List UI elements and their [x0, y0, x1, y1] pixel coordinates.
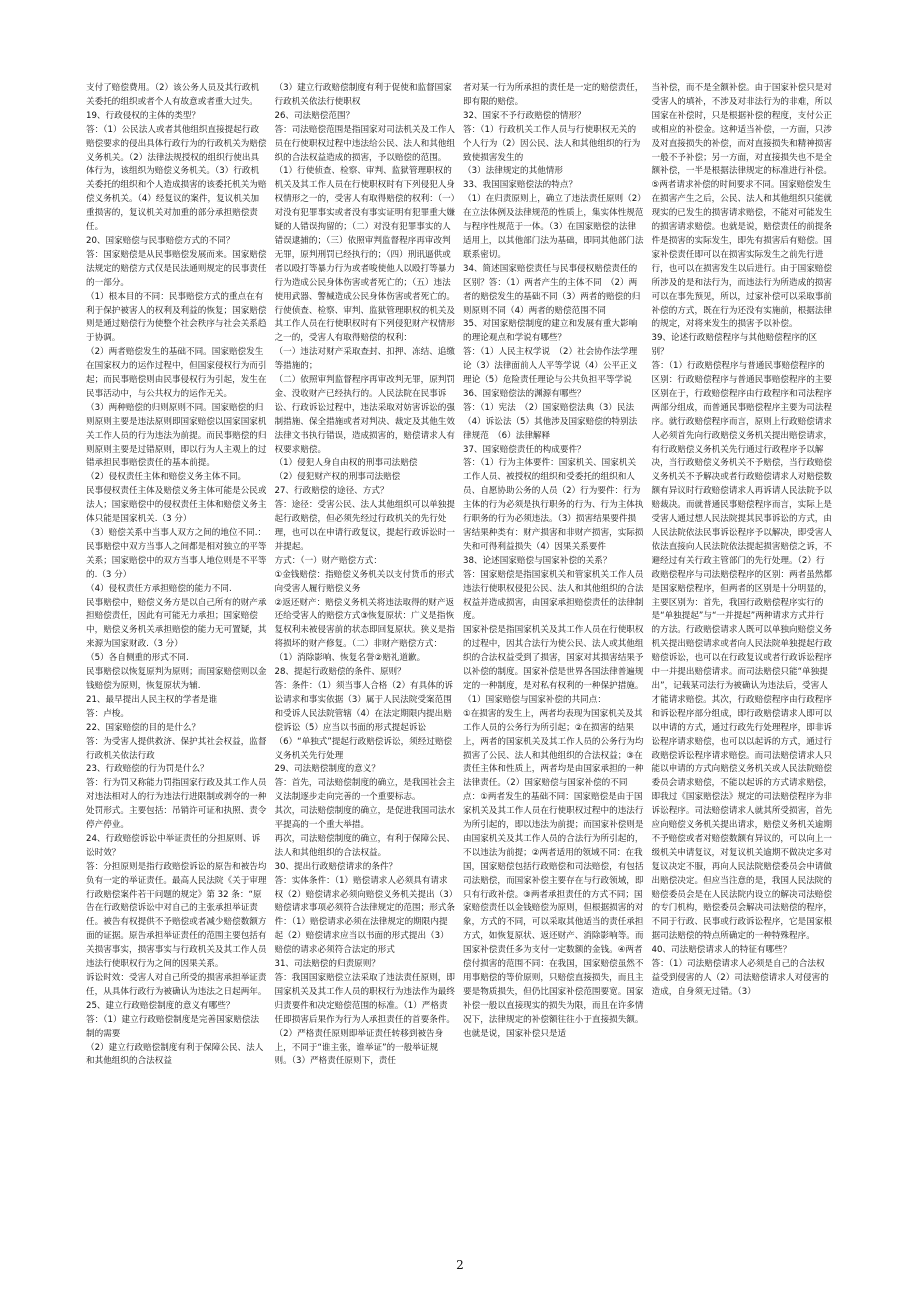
column-4	[652, 82, 833, 1248]
document-columns	[86, 82, 832, 1248]
paragraph: 民事侵权责任主体及赔偿义务主体可能是公民或法人；国家赔偿中的侵权责任主体和赔偿义务主体只能是国家机关.（3 分）	[86, 486, 267, 525]
paragraph: 34、简述国家赔偿责任与民事侵权赔偿责任的区别？答：（1）两者产生的主体不同 （2）两者的赔偿发生的基础不同（3）两者的赔偿的归则原则不同（4）两者的赔偿范围不同	[463, 263, 641, 316]
paragraph: （二）依照审判监督程序再审改判无罪，原判罚金、没收财产已经执行的。人民法院在民事诉讼、行政诉讼过程中，违法采取对妨害诉讼的强制措施、保全措施或者对判决、裁定及其他生效法律文书执行错误，造成损害的，赔偿请求人有权要求赔偿。	[274, 375, 455, 455]
paragraph: 25、建立行政赔偿制度的意义有哪些？	[86, 1000, 235, 1011]
column-3	[463, 82, 644, 1248]
paragraph: （3）建立行政赔偿制度有利于促使和监督国家行政机关依法行使职权	[274, 83, 452, 107]
paragraph: （3）赔偿关系中当事人双方之间的地位不同.：民事赔偿中双方当事人之间都是相对独立的平等关系；国家赔偿中的双方当事人地位则是不平等的.（3 分）	[86, 528, 267, 580]
paragraph: 答：途径：受害公民、法人其他组织可以单独提起行政赔偿，但必须先经过行政机关的先行处理，也可以在申请行政复议，提起行政诉讼时一并提起。	[274, 500, 455, 552]
paragraph: 36、国家赔偿法的渊源有哪些？	[463, 388, 586, 399]
paragraph: 答：司法赔偿范围是指国家对司法机关及工作人员在行使职权过程中违法给公民、法人和其他组织的合法权益造成的损害，予以赔偿的范围。（1）行使侦查、检察、审判、监狱管理职权的机关及其工作人员在行使职权时有下列侵犯人身权情形之一的，受害人有取得赔偿的权利：（一）对没有犯罪事实或者没有事实证明有犯罪重大嫌疑的人错误拘留的；（二）对没有犯罪事实的人错误逮捕的；（三）依照审判监督程序再审改判无罪，原判刑罚已经执行的；（四）刑讯逼供或者以殴打等暴力行为或者唆使他人以殴打等暴力行为造成公民身体伤害或者死亡的；（五）违法使用武器、警械造成公民身体伤害或者死亡的。	[274, 124, 455, 302]
paragraph: 21、最早提出人民主权的学者是谁	[86, 694, 218, 705]
paragraph: 答：（1）行政机关工作人员与行使职权无关的个人行为（2）因公民、法人和其他组织的行为致使损害发生的	[463, 124, 641, 163]
paragraph: 答：（1）行政赔偿程序与普通民事赔偿程序的区别：行政赔偿程序与普通民事赔偿程序的主要区别在于，行政赔偿程序由行政程序和司法程序两部分组成，而普通民事赔偿程序主要为司法程序。就行政赔偿程序而言，原则上行政赔偿请求人必须首先向行政赔偿义务机关提出赔偿请求，有行政赔偿义务机关先行通过行政程序予以解决，当行政赔偿义务机关不予赔偿，当行政赔偿义务机关不予解决或者行政赔偿请求人对赔偿数额有异议时行政赔偿请求人再诉请人民法院予以赔裁决。而就普通民事赔偿程序而言，实际上是受害人通过想人民法院提其民事诉讼的方式，由人民法院依法民事诉讼程序予以解决，即受害人依法直接向人民法院依法提起损害赔偿之诉，不避经过有关行政主管部门的先行处理。（2）行政赔偿程序与司法赔偿程序的区别：两者虽然都是国家赔偿程序，但两者的区别是十分明显的，主要区别为：首先，我国行政赔偿程序实行的是“单独提起”与“一并提起”两种请求方式并行的方法。行政赔偿请求人既可以单独向赔偿义务机关提出赔偿请求或者向人民法院单独提起行政赔偿诉讼，也可以在行政复议或者行政诉讼程序中一并提出赔偿请求。而司法赔偿只能“单独提出”，记载某司法行为被确认为违法后，受害人才能请求赔偿。其次，行政赔偿程序由行政程序和诉讼程序部分组成，即行政赔偿请求人即可以以申请的方式，通过行政先行处理程序，即非诉讼程序请求赔偿，也可以以起诉的方式，通过行政赔偿诉讼程序请求赔偿。而司法赔偿请求人只能以申请的方式向赔偿义务机关或人民法院赔偿委员会请求赔偿，不能以起诉的方式请求赔偿，即我过《国家赔偿法》规定的司法赔偿程序为非诉讼程序。司法赔偿请求人就其所受损害，首先应向赔偿义务机关提出请求，赔偿义务机关逾期不予赔偿或者对赔偿数额有异议的，可以向上一级机关申请复议，对复议机关逾期不做决定多对复议决定不服，再向人民法院赔偿委员会申请做出赔偿决定。但应当注意的是，我国人民法院的赔偿委员会是在人民法院内设立的解决司法赔偿的专门机构，赔偿委员会解决司法赔偿的程序，不同于行政、民事或行政诉讼程序，它是国家根据司法赔偿的特点所确定的一种特殊程序。	[651, 361, 832, 942]
paragraph: （1）侵犯人身自由权的刑事司法赔偿	[274, 458, 418, 469]
paragraph: 23、行政赔偿的行为罚是什么？	[86, 764, 209, 775]
paragraph: ②返还财产：赔偿义务机关将违法取得的财产返还给受害人的赔偿方式③恢复原状：广义是指恢复权利未被侵害前的状态即回复原状。狭义是指将损坏的财产修复。（二）非财产赔偿方式：（1）消除影响、恢复名誉②赔礼道歉。	[274, 597, 455, 664]
paragraph: 答：（1）宪法 （2）国家赔偿法典（3）民法 （4）诉讼法（5）其他涉及国家赔偿的特别法律规范 （6）法律解释	[463, 402, 643, 441]
paragraph: 民事赔偿以恢复原判为原则；而国家赔偿则以金钱赔偿为原则，恢复原状为辅.	[86, 667, 267, 691]
paragraph: 答：（1）公民法人或者其他组织直接提起行政赔偿要求的侵出具体行政行为的行政机关为赔偿义务机关。（2）法律法规授权的组织行使出具体行为，该组织为赔偿义务机关。（3）行政机关委托的组织和个人造成损害的该委托机关为赔偿义务机关。（4）经复议的案件，复议机关加重损害的，复议机关对加重的部分承担赔偿责任。	[86, 124, 267, 233]
paragraph: 24、行政赔偿诉讼中举证责任的分担原则、诉讼时效？	[86, 833, 261, 858]
paragraph: 39、论述行政赔偿程序与其他赔偿程序的区别？	[651, 333, 818, 358]
paragraph: 19、行政侵权的主体的类型？	[86, 110, 201, 121]
paragraph: 答：行为罚又称能力罚指国家行政及其工作人员对违法相对人的行为违法行进限制或剥夺的一种处罚形式。主要包括：吊销许可证和执照、责令停产停业。	[86, 778, 267, 831]
paragraph: 答：我国国家赔偿立法采取了违法责任原则，即国家机关及其工作人员的职权行为违法作为最终归责要件和决定赔偿范围的标准。（1）严格责任即损害后果作为行为人承担责任的首要条件。（2）严格责任原则即举证责任转移到被告身上，不同于“谁主张，谁举证”的一般举证规则。（3）严格责任原则下，责任	[274, 973, 455, 1067]
paragraph: 者对某一行为所承担的责任是一定的赔偿责任，即有限的赔偿。	[463, 83, 644, 107]
paragraph: 答：国家赔偿是指国家机关和管家机关工作人员违法行使职权侵犯公民、法人和其他组织的合法权益并造成损害，由国家承担赔偿责任的法律制度。	[463, 569, 644, 622]
paragraph: 当补偿，而不是全额补偿。由于国家补偿只是对受害人的填补，不涉及对非法行为的非难，所以国家在补偿时，只是根据补偿的程度，支付公正或相应的补偿金。这种适当补偿，一方面，只涉及对直接损失的补偿，而对直接损失和精神损害一般不予补偿；另一方面，对直接损失也不是全额补偿，一半是根据法律规定的标准进行补偿。⑤两者请求补偿的时间要求不同。国家赔偿发生在损害产生之后，公民、法人和其他组织只能就现实的已发生的损害请求赔偿，不能对可能发生的损害请求赔偿。也就是说，赔偿责任的前提条件是损害的实际发生，即先有损害后有赔偿。国家补偿责任即可以在损害实际发生之前先行进行，也可以在损害发生以后进行。由于国家赔偿所涉及的是和法行为，而违法行为所造成的损害可以在事先预见，所以，过家补偿可以采取事前补偿的方式，既在行为还没有实施前，根据法律的规定，对将来发生的损害予以补偿。	[651, 83, 832, 330]
paragraph: （2）侵权责任主体和赔偿义务主体不同。	[86, 472, 247, 483]
paragraph: ①金钱赔偿：指赔偿义务机关以支付货币的形式向受害人履行赔偿义务	[274, 569, 455, 594]
paragraph: 答：国家赔偿是从民事赔偿发展而来。国家赔偿法规定的赔偿方式仅是民法通则规定的民事责任的一部分。	[86, 249, 267, 288]
paragraph: 27、行政赔偿的途径、方式？	[274, 486, 389, 497]
paragraph: 28、提起行政赔偿的条件、原则？	[274, 667, 406, 678]
paragraph: （3）两种赔偿的归则原则不同。国家赔偿的归则原则主要是违法原则即国家赔偿以国家国家机关工作人员的行为违法为前提。而民事赔偿的归则原则主要是过错原则，即以行为人主观上的过错承担民事赔偿责任的基本前提。	[86, 402, 267, 469]
paragraph: 行使侦查、检察、审判、监狱管理职权的机关及其工作人员在行使职权时有下列侵犯财产权情形之一的，受害人有取得赔偿的权利：	[274, 305, 455, 344]
paragraph: （1）根本目的不同：民事赔偿方式的重点在有利于保护被害人的权利及利益的恢复；国家赔偿则是通过赔偿行为使整个社会秩序与社会关系趋于协调。	[86, 291, 267, 344]
paragraph: 32、国家不予行政赔偿的情形？	[463, 110, 586, 121]
paragraph: 29、司法赔偿制度的意义？	[274, 764, 380, 775]
page-number: 2	[456, 1258, 464, 1272]
paragraph: （4）侵权责任方承担赔偿的能力不同.	[86, 583, 232, 594]
paragraph: 其次，司法赔偿制度的确立，是促进我国司法水平提高的一个重大举措。	[274, 806, 455, 831]
paragraph: 再次，司法赔偿制度的确立，有利于保障公民、法人和其他组织的合法权益。	[274, 833, 455, 858]
paragraph: 答：为受害人提供救济、保护其社会权益，监督行政机关依法行政	[86, 736, 267, 761]
paragraph: 35、对国家赔偿制度的建立和发展有重大影响的理论观点和学说有哪些？	[463, 319, 638, 344]
paragraph: 30、提出行政赔偿请求的条件？	[274, 861, 398, 872]
paragraph: 答：（1）行为主体要件：国家机关、国家机关工作人员、被授权的组织和受委托的组织和人员、自愿协助公务的人员（2）行为要件：行为主体的行为必须是执行职务的行为、行为主体执行职务的行为必须违法。（3）损害结果要件损害结果种类有：财产损害和非财产损害，实际损失和可得利益损失（4）因果关系要件	[463, 458, 644, 552]
paragraph: 37、国家赔偿责任的构成要件？	[463, 444, 586, 455]
column-2	[275, 82, 456, 1248]
paragraph: （2）侵犯财产权的刑事司法赔偿	[274, 472, 401, 483]
paragraph: 国家补偿是指国家机关及其工作人员在行使职权的过程中，因其合法行为使公民、法人或其他组织的合法权益受到了损害，国家对其损害结果予以补偿的制度。国家补偿是世界各国法律普遍规定的一种制度，是对私有权利的一种保护措施。（1）国家赔偿与国家补偿的共同点：	[463, 625, 644, 705]
paragraph: （2）两者赔偿发生的基础不同。国家赔偿发生在国家权力的运作过程中，但国家侵权行为而引起；而民事赔偿则由民事侵权行为引起，发生在民事活动中，与公共权力的运作无关。	[86, 347, 267, 399]
paragraph: 20、国家赔偿与民事赔偿方式的不同？	[86, 235, 235, 246]
paragraph: 38、论述国家赔偿与国家补偿的关系？	[463, 555, 612, 566]
paragraph: 方式：（一）财产赔偿方式：	[274, 555, 382, 566]
paragraph: 答：实体条件：（1）赔偿请求人必须具有请求权（2）赔偿请求必须向赔偿义务机关提出（3）赔偿请求事项必须符合法律规定的范围；形式条件：（1）赔偿请求必须在法律规定的期限内提起（2）赔偿请求应当以书面的形式提出（3）赔偿的请求必须符合法定的形式	[274, 875, 455, 956]
paragraph: （3）法律规定的其他情形	[463, 166, 563, 177]
paragraph: 答：（1）建立行政赔偿制度是完善国家赔偿法制的需要	[86, 1014, 260, 1039]
paragraph: 31、司法赔偿的归责原则？	[274, 959, 380, 970]
paragraph: 答：首先，司法赔偿制度的确立，是我国社会主义法制逐步走向完善的一个重要标志。	[274, 778, 455, 803]
paragraph: 26、司法赔偿范围？	[274, 110, 355, 121]
paragraph: （一）违法对财产采取查封、扣押、冻结、追缴等措施的；	[274, 347, 455, 372]
paragraph: 民事赔偿中，赔偿义务方是以自己所有的财产承担赔偿责任，因此有可能无力承担；国家赔偿中，赔偿义务机关承担赔偿的能力无可置疑，其来源为国家财政.（3 分）	[86, 597, 267, 650]
paragraph: 支付了赔偿费用。（2）该公务人员及其行政机关委托的组织或者个人有故意或者重大过失。	[86, 83, 260, 107]
paragraph: 答：（1）人民主权学说 （2）社会协作法学理论（3）法律面前人人平等学说（4）公平正义理论（5）危险责任理论与公共负担平等学说	[463, 347, 638, 386]
paragraph: 答：分担原则是指行政赔偿诉讼的原告和被告均负有一定的举证责任。最高人民法院《关于审理行政赔偿案件若干问题的规定》第 32 条：“原告在行政赔偿诉讼中对自己的主张承担举证责任。被告有权提供不予赔偿或者减少赔偿数额方面的证据。原告承担举证责任的范围主要包括有关损害事实，损害事实与行政机关及其工作人员违法行使职权行为之间的因果关系。	[86, 861, 267, 970]
paragraph: （2）建立行政赔偿制度有利于保障公民、法人和其他组织的合法权益	[86, 1042, 264, 1067]
paragraph: （1）在归责原则上，确立了违法责任原则（2）在立法体例及法律规范的性质上，集实体性规范与程序性规范于一体。（3）在国家赔偿的法律适用上，以其他部门法为基础，即同其他部门法联系密切。	[463, 194, 644, 260]
paragraph: 答：（1）司法赔偿请求人必须是自己的合法权益受到侵害的人（2）司法赔偿请求人对侵害的造成，自身须无过错。（3）	[651, 959, 829, 997]
paragraph: 22、国家赔偿的目的是什么？	[86, 722, 201, 733]
column-1	[86, 82, 267, 1248]
paragraph: 答：卢梭。	[86, 708, 129, 719]
paragraph: 40、司法赔偿请求人的特征有哪些？	[651, 945, 792, 956]
paragraph: （5）各自侧重的形式不同.	[86, 653, 189, 664]
paragraph: ①在损害的发生上，两者均表现为国家机关及其工作人员的公务行为所引起；②在损害的结果上，两者的国家机关及其工作人员的公务行为均损害了公民、法人和其他组织的合法权益；③在责任主体和性质上，两者均是由国家承担的一种法律责任。（2）国家赔偿与国家补偿的不同点：①两者发生的基础不同：国家赔偿是由于国家机关及其工作人员在行使职权过程中的违法行为所引起的，即以违法为前提；而国家补偿则是由国家机关及其工作人员的合法行为所引起的，不以违法为前提；②两者适用的领域不同：在我国，国家赔偿包括行政赔偿和司法赔偿，有包括司法赔偿，而国家补偿主要存在与行政领域，即只有行政补偿。③两者承担责任的方式不同；国家赔偿责任以金钱赔偿为原则，但根据损害的对象，方式的不同，可以采取其他适当的责任承担方式，如恢复原状、返还财产、消除影响等。而国家补偿责任多为支付一定数额的金钱。④两者偿付损害的范围不同：在我国，国家赔偿虽然不用事赔偿的等价原则，只赔偿直接损失，而且主要是物质损失，但仍比国家补偿范围要宽。国家补偿一般以直接现实的损失为限，而且在许多情况下，法律规定的补偿额往往小于直接损失额。也就是说，国家补偿只是适	[463, 708, 644, 1039]
paragraph: 33、我国国家赔偿法的特点？	[463, 180, 578, 191]
paragraph: 答：条件：（1）须当事人合格（2）有具体的诉讼请求和事实依据（3）属于人民法院受案范围和受诉人民法院管辖（4）在法定期限内提出赔偿诉讼（5）应当以书面的形式提起诉讼（6）“单独式”提起行政赔偿诉讼，须经过赔偿义务机关先行处理	[274, 680, 454, 761]
paragraph: 诉讼时效：受害人对自己所受的损害承担举证责任，从具体行政行为被确认为违法之日起两年。	[86, 973, 267, 997]
